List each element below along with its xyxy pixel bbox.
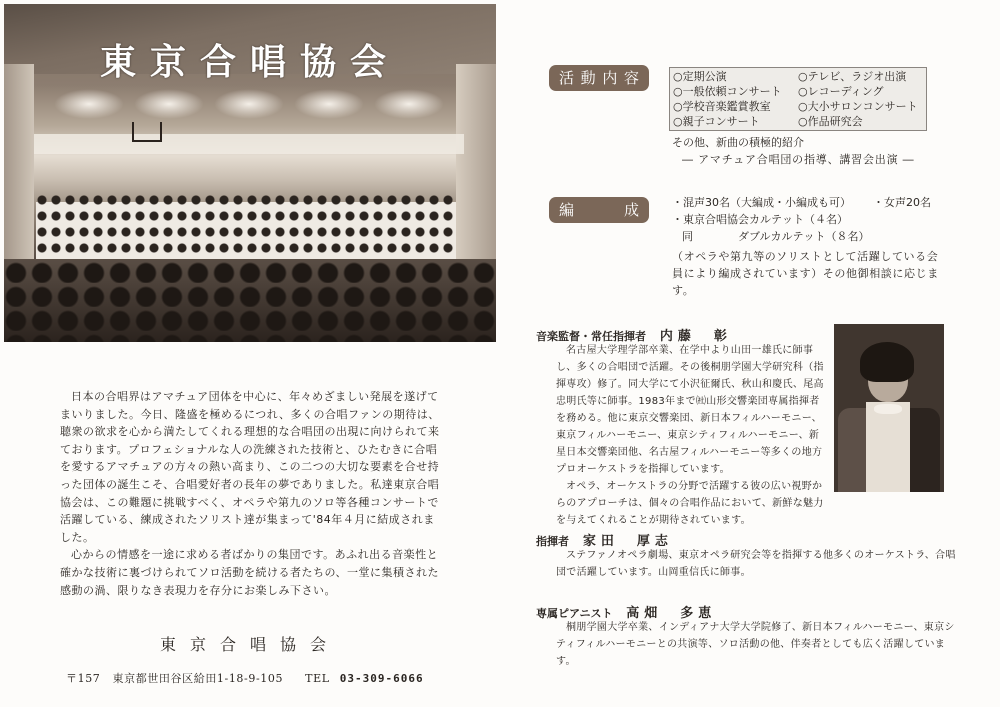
photo-wall-right [456,64,496,284]
formation-double-quartet: ダブルカルテット（８名） [738,230,870,243]
label-char: 内 [602,69,618,87]
person-name: 家田 厚志 [582,534,673,549]
stage-light [54,89,124,119]
conductor-portrait [834,324,944,492]
activity-item: ○大小サロンコンサート [798,100,918,113]
person-name: 高畑 多恵 [626,606,717,621]
label-char: 編 [559,201,575,219]
intro-text [60,388,440,599]
ieda-bio [556,547,956,581]
activities-extra-line: ― アマチュア合唱団の指導、講習会出演 ― [682,153,915,166]
intro-paragraph: 心からの情感を一途に求める者ばかりの集団です。あふれ出る音楽性と確かな技術に裏づけられてソロ活動を続ける者たちの、一堂に集積された感動の渦、限りなき表現力を存分にお楽しみ下さい。 [60,548,440,597]
organization-name: 東京合唱協会 [159,635,340,654]
stage-light [294,89,364,119]
label-char: 容 [623,69,639,87]
activity-item: ○テレビ、ラジオ出演 [798,70,907,83]
orchestra-figures [4,259,496,342]
stage-light [134,89,204,119]
stage-light [214,89,284,119]
address-line [66,670,424,686]
person-name: 内藤 彰 [659,329,732,344]
activities-extra-line: その他、新曲の積極的紹介 [672,136,804,149]
formation-mixed: ・混声30名（大編成・小編成も可） [672,196,851,209]
formation-section-label [549,197,649,223]
stage-light [374,89,444,119]
photo-wall-left [4,64,34,284]
tel-label: TEL [305,672,330,685]
naito-bio [556,342,824,529]
formation-same-mark: 同 [682,230,693,243]
label-char: 成 [623,201,639,219]
person-role: 専属ピアニスト [536,607,613,620]
bio-paragraph: ステファノオペラ劇場、東京オペラ研究会等を指揮する他多くのオーケストラ、合唱団で活躍しています。山岡重信氏に師事。 [556,550,956,578]
bio-paragraph: 桐朋学園大学卒業、インディアナ大学大学院修了、新日本フィルハーモニー、東京シティフィルハーモニーとの共演等、ソロ活動の他、伴奏者としても広く活躍しています。 [556,622,955,667]
label-char: 動 [580,69,596,87]
activity-item: ○学校音楽鑑賞教室 [673,100,771,113]
formation-quartet: ・東京合唱協会カルテット（４名） [672,213,848,226]
person-role: 音楽監督・常任指揮者 [536,330,646,343]
portrait-hair [860,342,914,382]
hanging-microphone-icon [132,122,162,142]
portrait-bowtie [874,404,902,414]
takahata-bio [556,619,956,670]
activity-item: ○レコーディング [798,85,884,98]
activities-extra [672,134,914,168]
bio-paragraph: 名古屋大学理学部卒業、在学中より山田一雄氏に師事し、多くの合唱団で活躍。その後桐朋学園大学研究科（指揮専攻）修了。同大学にて小沢征爾氏、秋山和慶氏、尾高忠明氏等に師事。1983年まで㈳山形交響楽団専属指揮者を務める。他に東京交響楽団、新日本フィルハーモニー、東京フィルハーモニー、東京シティフィルハーモニー、新星日本交響楽団他、名古屋フィルハーモニー等多くの地方プロオーケストラを指揮しています。 [556,345,824,475]
activity-item: ○定期公演 [673,70,727,83]
hero-title: 東京合唱協会 [99,42,400,83]
activity-item: ○作品研究会 [798,115,863,128]
portrait-shirt [866,402,910,492]
formation-details [672,194,942,299]
label-char: 活 [559,69,575,87]
activity-item: ○親子コンサート [673,115,760,128]
activities-list [669,67,927,131]
portrait-jacket [906,408,940,492]
person-role: 指揮者 [536,535,569,548]
tel-number: 03-309-6066 [339,672,424,685]
street-address: 東京都世田谷区給田1-18-9-105 [112,672,284,685]
formation-female: ・女声20名 [873,196,931,209]
formation-note: （オペラや第九等のソリストとして活躍している会員により編成されています）その他御相談に応じます。 [672,250,939,297]
hero-concert-photo [4,4,496,342]
activities-section-label [549,65,649,91]
activity-item: ○一般依頼コンサート [673,85,782,98]
intro-paragraph: 日本の合唱界はアマチュア団体を中心に、年々めざましい発展を遂げてまいりました。今日、隆盛を極めるにつれ、多くの合唱ファンの期待は、聴衆の欲求を心から満たしてくれる理想的な合唱団の出現に向けられて来ております。プロフェショナルな人の洗練された技術と、ひたむきに合唱を愛するアマチュアの方々の熱い高まり、この二つの大切な要素を合せ持った団体の誕生こそ、合唱愛好者の長年の夢でありました。私達東京合唱協会は、この難題に挑戦すべく、オペラや第九のソロ等各種コンサートで活躍している、練成されたソリスト達が集まって'84年４月に結成されました。 [60,390,440,544]
postal-code: 〒157 [66,672,101,685]
photo-stage-band [34,134,464,154]
bio-paragraph: オペラ、オーケストラの分野で活躍する彼の広い視野からのアプローチは、個々の合唱作品において、新鮮な魅力を与えてくれることが期待されています。 [556,481,824,526]
